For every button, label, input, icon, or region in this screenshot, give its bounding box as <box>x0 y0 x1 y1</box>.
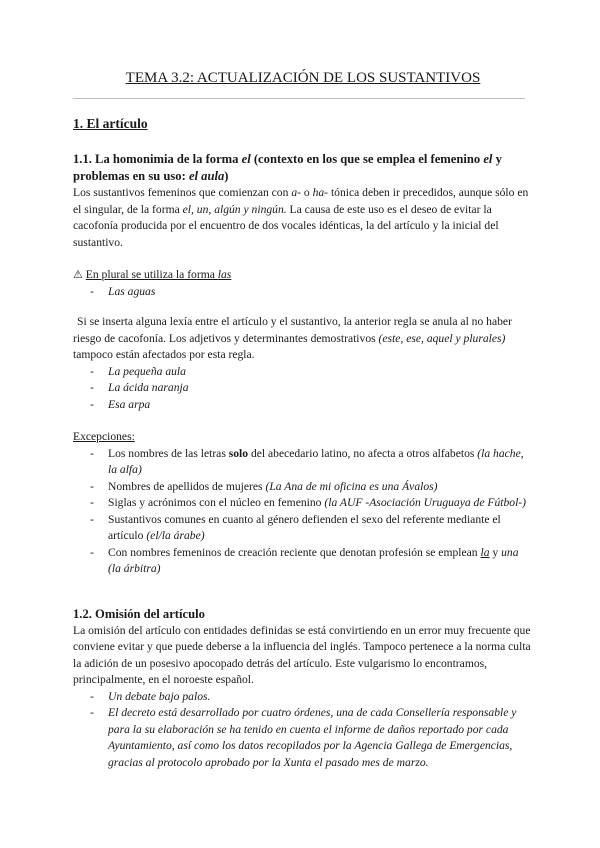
paragraph-femeninos <box>73 185 533 251</box>
plural-example-list <box>73 284 533 301</box>
heading-text: (contexto en los que se emplea el femenino <box>250 152 484 166</box>
exc-text: Sustantivos comunes en cuanto al género defienden el sexo del referente mediante el artículo <box>108 512 501 542</box>
exc-text: Con nombres femeninos de creación reciente que denotan profesión se emplean <box>108 545 481 559</box>
exc-text: del abecedario latino, no afecta a otros alfabetos <box>248 446 478 460</box>
heading-text: y problemas en su uso: <box>73 152 502 183</box>
subsection-heading-homonimia <box>73 151 533 185</box>
heading-text: ) <box>224 169 229 183</box>
list-item <box>73 479 533 496</box>
page-title: TEMA 3.2: ACTUALIZACIÓN DE LOS SUSTANTIVOS <box>125 70 481 86</box>
heading-text: el <box>241 152 251 166</box>
list-item <box>73 397 533 414</box>
example-text: El decreto está desarrollado por cuatro órdenes, una de cada Consellería responsable y para la su elaboración se ha tenido en cuenta el informe de daños reportado por cada Ayuntamiento, así como los datos recopilados por la Agencia Gallega de Emergencias, gracias al protocolo aprobado por la Xunta el pasado mes de marzo. <box>108 706 517 769</box>
list-item <box>73 495 533 512</box>
exc-text: Los nombres de las letras <box>108 446 229 460</box>
exceptions-label: Excepciones: <box>73 430 135 443</box>
para-text: Los sustantivos femeninos que comienzan con <box>73 186 292 199</box>
plural-text: En plural se utiliza la forma <box>85 268 218 281</box>
warning-icon: ⚠ <box>73 269 83 281</box>
examples-list <box>73 364 533 414</box>
exc-text: (la hache, la alfa) <box>108 446 524 476</box>
exc-text: una (la árbitra) <box>108 545 519 575</box>
list-item <box>73 284 533 301</box>
heading-text: 1.1. La homonimia de la forma <box>73 152 242 166</box>
heading-text: el aula <box>188 169 225 183</box>
omision-examples-list <box>73 689 533 772</box>
plural-note <box>73 267 533 284</box>
section-heading-articulo: 1. El artículo <box>73 116 148 131</box>
paragraph-omision: La omisión del artículo con entidades definidas se está convirtiendo en un error muy frecuente que conviene evitar y que puede deberse a la influencia del inglés. Tampoco pertenece a la norma culta la adición de un posesivo apocopado detrás del artículo. Este vulgarismo lo encontramos, principalmente, en el noroeste español. <box>73 623 531 686</box>
plural-text: las <box>217 268 232 281</box>
list-item <box>73 705 533 771</box>
list-item <box>73 380 533 397</box>
exc-text: la <box>480 545 490 559</box>
subsection-heading-omision: 1.2. Omisión del artículo <box>73 606 205 621</box>
heading-text: el <box>483 152 493 166</box>
para-text: ha- <box>312 186 329 199</box>
para-text: tónica deben ir precedidos, aunque sólo en el singular, de la forma <box>73 186 529 216</box>
para-text: tampoco están afectados por esta regla. <box>73 348 255 361</box>
para-text: Si se inserta alguna lexía entre el artículo y el sustantivo, la anterior regla se anula al no haber riesgo de cacofonía. Los adjetivos y determinantes demostrativos <box>73 315 512 345</box>
list-item <box>73 545 533 578</box>
exc-text: (la AUF -Asociación Uruguaya de Fútbol-) <box>324 496 527 509</box>
list-item <box>73 446 533 479</box>
title-divider <box>73 98 525 99</box>
exceptions-list <box>73 446 533 578</box>
para-text: o <box>300 186 313 199</box>
list-item <box>73 512 533 545</box>
example-text: La ácida naranja <box>108 381 189 394</box>
document-page <box>73 68 533 771</box>
para-text: (este, ese, aquel y plurales) <box>378 331 506 345</box>
example-text: La pequeña aula <box>108 364 186 378</box>
exc-text: Nombres de apellidos de mujeres <box>108 479 266 493</box>
list-item <box>73 689 533 706</box>
list-item <box>73 364 533 381</box>
example-text: Esa arpa <box>108 397 151 411</box>
exc-text: solo <box>228 446 249 460</box>
example-text: Un debate bajo palos. <box>108 689 211 703</box>
exc-text: Siglas y acrónimos con el núcleo en femenino <box>108 496 325 509</box>
exc-text: (el/la árabe) <box>146 529 205 542</box>
para-text: el, un, algún y ningún. <box>182 202 287 216</box>
exc-text: y <box>489 545 502 559</box>
example-text: Las aguas <box>108 284 156 298</box>
para-text: La causa de este uso es el deseo de evitar la cacofonía producida por el encuentro de dos vocales idénticas, la del artículo y la inicial del sustantivo. <box>73 202 499 249</box>
para-text: a- <box>291 186 301 199</box>
exc-text: (La Ana de mi oficina es una Ávalos) <box>265 479 438 493</box>
paragraph-lexia <box>73 314 533 364</box>
